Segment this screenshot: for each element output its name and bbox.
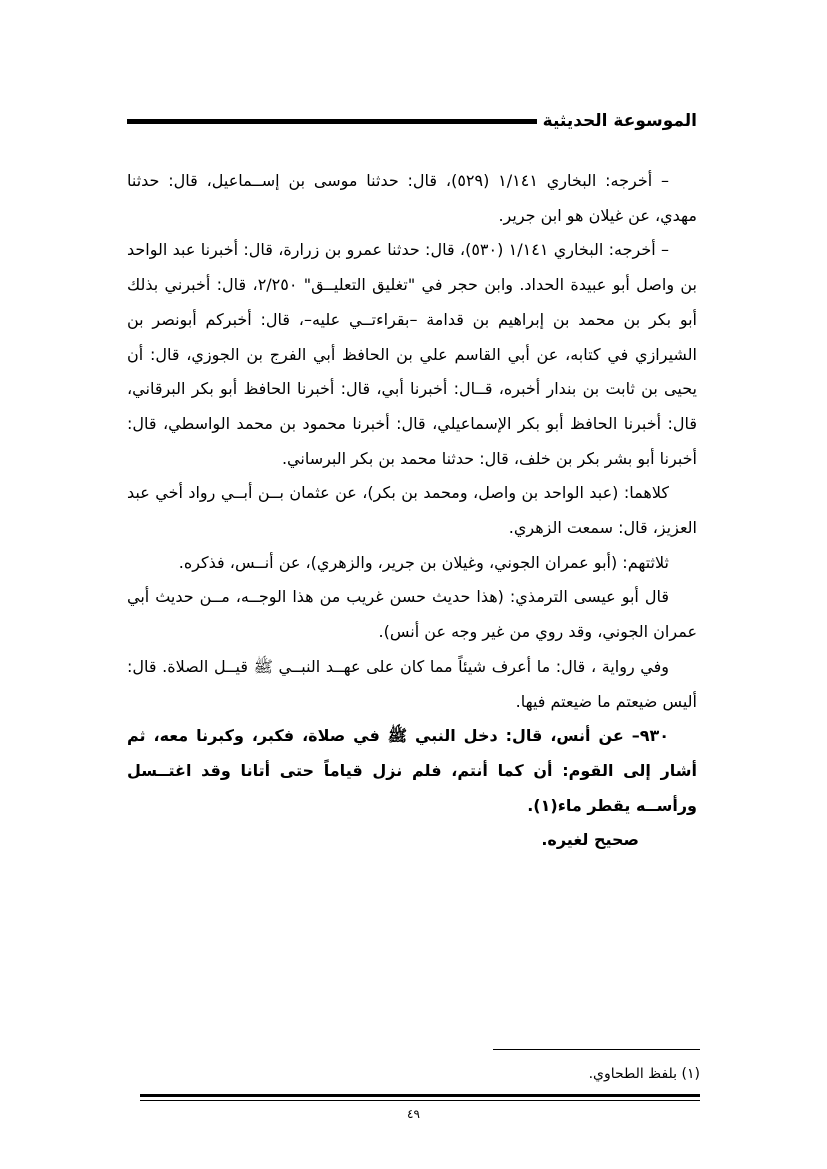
footnote: (١) بلفظ الطحاوي. bbox=[588, 1066, 700, 1082]
paragraph-takhrij-1: – أخرجه: البخاري ١/١٤١ (٥٢٩)، قال: حدثنا موسى بن إســماعيل، قال: حدثنا مهدي، عن غيلان هو ابن جرير. bbox=[127, 171, 697, 225]
hadith-930: ٩٣٠– عن أنس، قال: دخل النبي ﷺ في صلاة، فكبر، وكبرنا معه، ثم أشار إلى القوم: أن كما أنتم، فلم نزل قياماً حتى أتانا وقد اغتــسل ورأســه يقطر ماء(١). bbox=[127, 726, 697, 815]
paragraph-takhrij-2: – أخرجه: البخاري ١/١٤١ (٥٣٠)، قال: حدثنا عمرو بن زرارة، قال: أخبرنا عبد الواحد بن واصل أبو عبيدة الحداد. وابن حجر في "تغليق التعليــق" ٢/٢٥٠، قال: أخبرني بذلك أبو بكر بن محمد بن إبراهيم بن قدامة –بقراءتــي عليه–، قال: أخبركم أبونصر بن الشيرازي في كتابه، عن أبي القاسم علي بن الحافظ أبي الفرج بن الجوزي، قال: أن يحيى بن ثابت بن بندار أخبره، قــال: أخبرنا أبي، قال: أخبرنا الحافظ أبو بكر البرقاني، قال: أخبرنا الحافظ أبو بكر الإسماعيلي، قال: أخبرنا محمود بن محمد الواسطي، قال: أخبرنا أبو بشر بكر بن خلف، قال: حدثنا محمد بن بكر البرساني. bbox=[127, 240, 698, 468]
running-header bbox=[127, 108, 697, 134]
footer-rule-thick bbox=[140, 1094, 700, 1097]
paragraph-three: ثلاثتهم: (أبو عمران الجوني، وغيلان بن جرير، والزهري)، عن أنــس، فذكره. bbox=[178, 552, 669, 572]
header-rule bbox=[127, 119, 567, 124]
body-text bbox=[127, 164, 697, 858]
grading: صحيح لغيره. bbox=[541, 830, 639, 850]
paragraph-riwaya: وفي رواية ، قال: ما أعرف شيئاً مما كان على عهــد النبــي ﷺ قيــل الصلاة. قال: أليس ضيعتم ما ضيعتم فيها. bbox=[127, 656, 697, 711]
page-number: ٤٩ bbox=[407, 1107, 420, 1121]
footer-rule-thin bbox=[140, 1100, 700, 1101]
paragraph-tirmidhi: قال أبو عيسى الترمذي: (هذا حديث حسن غريب من هذا الوجــه، مــن حديث أبي عمران الجوني، وقد روي من غير وجه عن أنس). bbox=[127, 587, 697, 642]
paragraph-both: كلاهما: (عبد الواحد بن واصل، ومحمد بن بكر)، عن عثمان بــن أبــي رواد أخي عبد العزيز، قال: سمعت الزهري. bbox=[127, 483, 697, 538]
header-title: الموسوعة الحديثية bbox=[537, 108, 697, 134]
footnote-separator bbox=[493, 1049, 700, 1050]
